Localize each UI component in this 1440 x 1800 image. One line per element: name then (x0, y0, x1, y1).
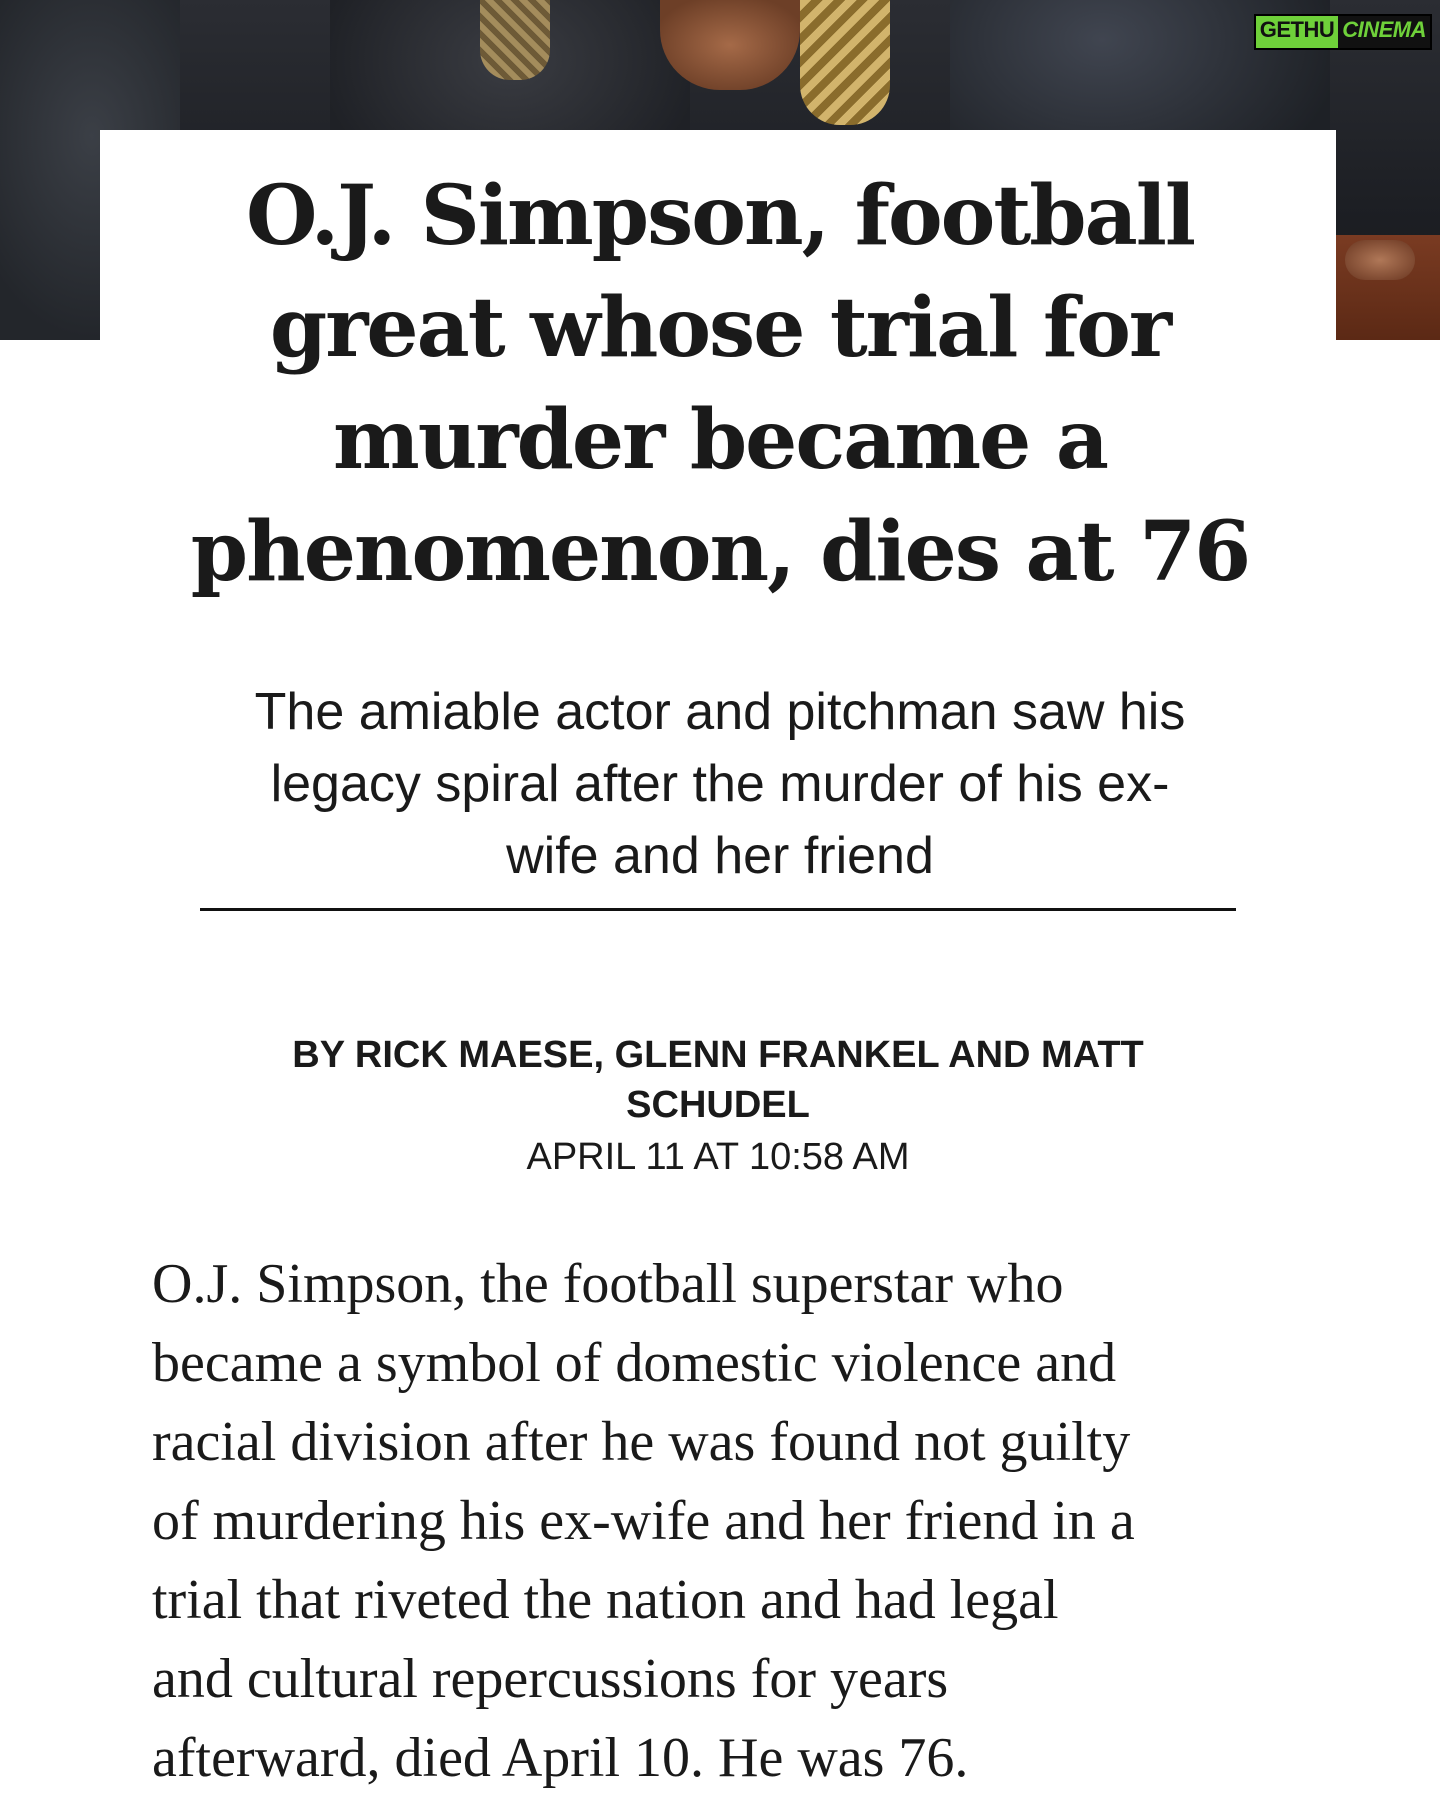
photo-hand-on-table (1345, 240, 1415, 280)
publish-timestamp: APRIL 11 AT 10:58 AM (526, 1136, 910, 1178)
body-line: racial division after he was found not guilty (152, 1411, 1131, 1473)
body-line: of murdering his ex-wife and her friend in a (152, 1490, 1135, 1552)
body-line: O.J. Simpson, the football superstar who (152, 1253, 1064, 1315)
body-line: trial that riveted the nation and had legal (152, 1569, 1059, 1631)
watermark-part2: CINEMA (1338, 16, 1430, 48)
subheadline-line: The amiable actor and pitchman saw his (254, 683, 1186, 741)
article-body (152, 1245, 1332, 1798)
headline (120, 160, 1320, 608)
watermark-part1: GETHU (1256, 16, 1339, 48)
photo-tie-left (480, 0, 550, 80)
byline (200, 1030, 1236, 1130)
body-line: afterward, died April 10. He was 76. (152, 1727, 969, 1789)
subheadline-line: wife and her friend (506, 827, 934, 885)
byline-line: BY RICK MAESE, GLENN FRANKEL AND MATT (292, 1034, 1144, 1076)
headline-line: phenomenon, dies at 76 (190, 504, 1250, 600)
headline-line: murder became a (332, 392, 1108, 488)
body-line: became a symbol of domestic violence and (152, 1332, 1117, 1394)
photo-tie-right (800, 0, 890, 125)
body-line: and cultural repercussions for years (152, 1648, 949, 1710)
byline-line: SCHUDEL (626, 1084, 810, 1126)
headline-line: great whose trial for (269, 280, 1171, 376)
headline-line: O.J. Simpson, football (245, 168, 1195, 264)
subheadline-line: legacy spiral after the murder of his ex- (270, 755, 1170, 813)
subheadline (140, 676, 1300, 892)
divider-rule (200, 908, 1236, 911)
watermark-logo (1254, 14, 1432, 50)
